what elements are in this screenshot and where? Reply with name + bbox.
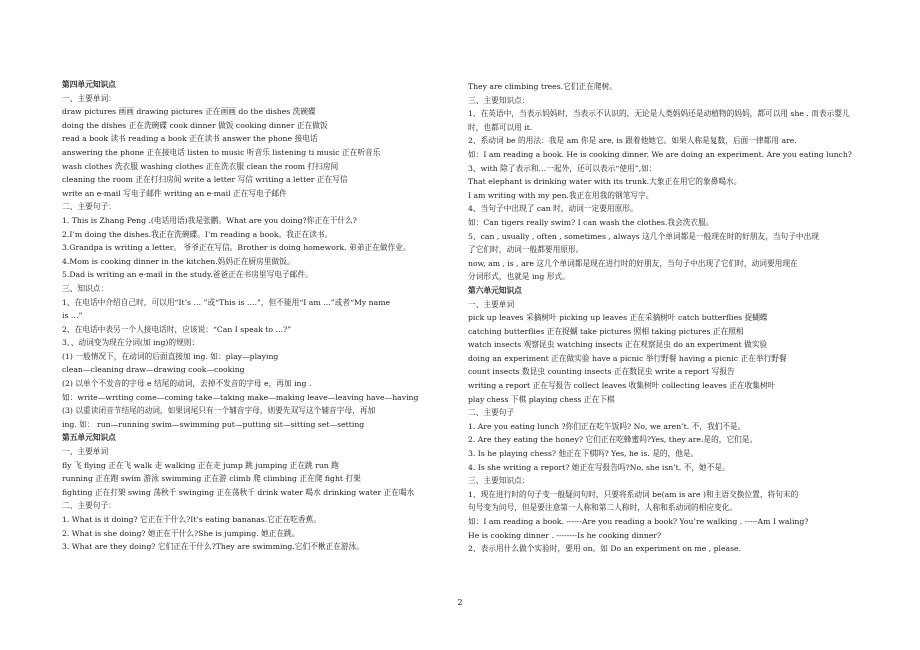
text-line: 三、主要知识点： <box>468 95 530 105</box>
text-line: 1、在英语中，当表示妈妈时，当表示不认识的，无论是人类妈妈还是动植物的妈妈，都可以用 she . 而表示婴儿 <box>468 109 850 119</box>
text-line: doing an experiment 正在做实验 have a picnic 举行野餐 having a picnic 正在举行野餐 <box>468 353 787 363</box>
text-line: 3.Grandpa is writing a letter。 爷爷正在写信。Brother is doing homework. 弟弟正在做作业。 <box>62 243 411 253</box>
text-line: 1、现在进行时的句子变一般疑问句时，只要将系动词 be(am is are )和主语交换位置，将句末的 <box>468 489 799 499</box>
left-column <box>62 78 454 554</box>
text-line: 3. Is he playing chess? 他正在下棋吗? Yes, he is. 是的，他是。 <box>468 449 699 459</box>
text-line: 4、当句子中出现了 can 时，动词一定要用原形。 <box>468 204 638 214</box>
text-line: play chess 下棋 playing chess 正在下棋 <box>468 394 615 404</box>
text-line: 一、主要单词： <box>62 93 116 103</box>
text-line: pick up leaves 采摘树叶 picking up leaves 正在采摘树叶 catch butterflies 捉蝴蝶 <box>468 313 768 323</box>
text-line: draw pictures 画画 drawing pictures 正在画画 do the dishes 洗碗碟 <box>62 107 316 117</box>
text-line: They are climbing trees.它们正在爬树。 <box>468 82 617 91</box>
text-line: count insects 数昆虫 counting insects 正在数昆虫 write a report 写报告 <box>468 367 735 377</box>
text-line: 如：Can tigers really swim? I can wash the clothes.我会洗衣服。 <box>468 217 714 227</box>
text-line: 2、在电话中表另一个人接电话时，应该说：“Can I speak to …?” <box>62 324 292 334</box>
text-line: 4.Mom is cooking dinner in the kitchen.妈妈正在厨房里做饭。 <box>62 256 295 266</box>
text-line: wash clothes 洗衣服 washing clothes 正在洗衣服 clean the room 打扫房间 <box>62 161 339 171</box>
text-line: 如：I am reading a book. He is cooking dinner. We are doing an experiment. Are you eating lunch? <box>468 149 852 159</box>
text-line: 1. This is Zhang Peng .(电话用语)我是张鹏。What are you doing?你正在干什么? <box>62 215 357 225</box>
text-line: 3、、动词变为现在分词(加 ing)的规则： <box>62 338 200 348</box>
text-line: 二、主要句子 <box>468 408 515 418</box>
text-line: 三、知识点： <box>62 283 109 293</box>
text-line: answering the phone 正在接电话 listen to music 听音乐 listening ti music 正在听音乐 <box>62 147 381 157</box>
text-line: catching butterflies 正在捉蝴 take pictures 照相 taking pictures 正在照相 <box>468 326 744 336</box>
right-column <box>468 80 860 556</box>
text-line: write an e-mail 写电子邮件 writing an e-mail 正在写电子邮件 <box>62 188 287 198</box>
text-line: (3) 以重读闭音节结尾的动词，如果词尾只有一个辅音字母，则要先双写这个辅音字母，再加 <box>62 406 376 416</box>
text-line: 如：I am reading a book. ------Are you reading a book? You’re walking . -----Am I waling? <box>468 517 809 526</box>
text-line: 一、主要单词 <box>62 447 109 457</box>
text-line: is …” <box>62 311 83 321</box>
text-line: clean—cleaning draw—drawing cook—cooking <box>62 365 245 375</box>
text-line: 1. What is it doing? 它正在干什么?It’s eating bananas.它正在吃香蕉。 <box>62 515 322 524</box>
text-line: 分词形式，也就是 ing 形式。 <box>468 272 570 282</box>
text-line: now, am , is , are 这几个单词都是现在进行时的好朋友，当句子中出现了它们时，动词要用现在 <box>468 258 798 268</box>
text-line: (1) 一般情况下，在动词的后面直接加 ing. 如：play—playing <box>62 351 279 361</box>
text-line: 2、系动词 be 的用法：我是 am 你是 are, is 跟着他她它。如果人称是复数，后面一律都用 are. <box>468 136 797 146</box>
text-line: 1. Are you eating lunch ?你们正在吃午饭吗? No, we aren’t. 不，我们不是。 <box>468 421 746 431</box>
text-line: 1、在电话中介绍自己时，可以用“It’s … ”或“This is ….”，但不能用“I am …”或者“My name <box>62 297 391 307</box>
text-line: cleaning the room 正在打扫房间 write a letter 写信 writing a letter 正在写信 <box>62 175 348 185</box>
text-line: 2. Are they eating the honey? 它们正在吃蜂蜜吗?Yes, they are.是的，它们是。 <box>468 435 758 445</box>
text-line: 二、主要句子： <box>62 501 116 511</box>
text-line: That elephant is drinking water with its trunk.大象正在用它的象鼻喝水。 <box>468 177 742 187</box>
text-line: 一、主要单词 <box>468 299 515 309</box>
text-line: doing the dishes 正在洗碗碟 cook dinner 做饭 cooking dinner 正在做饭 <box>62 120 328 130</box>
text-line: 时，也都可以用 it. <box>468 122 533 132</box>
text-line: 5.Dad is writing an e-mail in the study.爸爸正在书房里写电子邮件。 <box>62 270 313 280</box>
text-line: ing. 如： run—running swim—swimming put—putting sit—sitting set—setting <box>62 419 365 429</box>
section-heading: 第六单元知识点 <box>468 285 522 295</box>
text-line: He is cooking dinner . --------Is he cooking dinner? <box>468 530 662 540</box>
text-line: 了它们时，动词一般都要用原形。 <box>468 245 584 255</box>
page-number: 2 <box>457 598 463 607</box>
text-line: running 正在跑 swim 游泳 swimming 正在游 climb 爬 climbing 正在爬 fight 打架 <box>62 474 361 484</box>
text-line: 3、with 除了表示和…一起外，还可以表示“使用”,如： <box>468 163 657 173</box>
text-line: writing a report 正在写报告 collect leaves 收集树叶 collecting leaves 正在收集树叶 <box>468 381 776 391</box>
text-line: read a book 读书 reading a book 正在读书 answer the phone 接电话 <box>62 134 318 144</box>
text-line: watch insects 观察昆虫 watching insects 正在观察昆虫 do an experiment 做实验 <box>468 340 768 350</box>
text-line: 2.I’m doing the dishes.我正在洗碗碟。I’m reading a book。我正在读书。 <box>62 229 333 239</box>
text-line: 句号变为问号，但是要注意第一人称和第二人称时，人称和系动词的相应变化。 <box>468 503 738 513</box>
text-line: 三、主要知识点： <box>468 476 530 486</box>
text-line: 3. What are they doing? 它们正在干什么?They are swimming.它们不楸正在游泳。 <box>62 542 364 552</box>
text-line: (2) 以单个不发音的字母 e 结尾的动词，去掉不发音的字母 e，再加 ing . <box>62 379 312 389</box>
text-line: 2. What is she doing? 她正在干什么?She is jumping. 她正在跳。 <box>62 528 300 538</box>
text-line: 4. Is she writing a report? 她正在写报告吗?No, she isn’t. 不，她不是。 <box>468 462 730 472</box>
text-line: 二、主要句子： <box>62 202 116 212</box>
text-line: 如：write—writing come—coming take—taking make—making leave—leaving have—having <box>62 392 419 402</box>
section-heading: 第五单元知识点 <box>62 433 116 443</box>
text-line: 5、can , usually , often , sometimes , always 这几个单词都是一般现在时的好朋友，当句子中出现 <box>468 231 819 241</box>
section-heading: 第四单元知识点 <box>62 80 116 89</box>
text-line: I am writing with my pen.我正在用我的钢笔写字。 <box>468 190 654 200</box>
text-line: fighting 正在打架 swing 荡秋千 swinging 正在荡秋千 drink water 喝水 drinking water 正在喝水 <box>62 487 415 497</box>
text-line: 2、表示用什么做个实验时，要用 on。如 Do an experiment on me , please. <box>468 544 742 554</box>
text-line: fly 飞 flying 正在飞 walk 走 walking 正在走 jump 跳 jumping 正在跳 run 跑 <box>62 460 339 470</box>
